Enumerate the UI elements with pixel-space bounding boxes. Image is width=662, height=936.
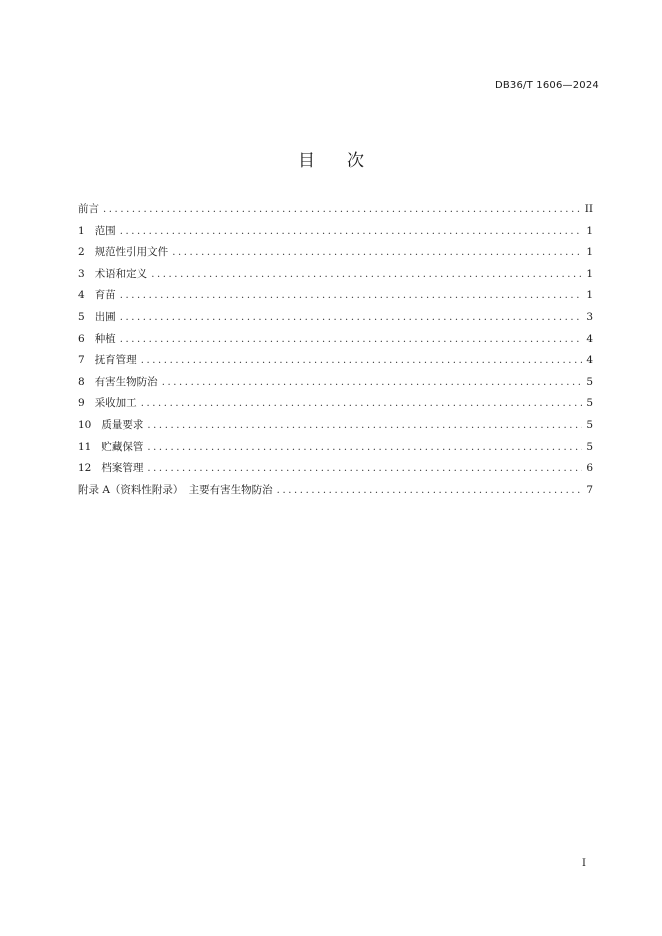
toc-entry-page: 1 (586, 267, 593, 280)
toc-entry-page: 4 (586, 332, 593, 345)
toc-dot-leader (172, 242, 582, 264)
toc-entry-label: 种植 (94, 332, 116, 345)
toc-entry-page: 6 (586, 462, 593, 475)
toc-entry-page: 4 (586, 354, 593, 367)
toc-entry-9[interactable] (78, 393, 593, 415)
toc-dot-leader (151, 264, 582, 286)
toc-entry-label: 术语和定义 (94, 267, 148, 280)
toc-dot-leader (147, 415, 582, 437)
toc-entry-page: 3 (586, 310, 593, 323)
toc-entry-label: 贮藏保管 (101, 440, 144, 453)
toc-entry-label: 规范性引用文件 (94, 246, 169, 259)
toc-entry-1[interactable] (78, 221, 593, 243)
toc-entry-page: 7 (586, 483, 593, 496)
toc-entry-page: 5 (586, 440, 593, 453)
toc-entry-label: 采收加工 (94, 397, 137, 410)
toc-entry-number: 5 (78, 310, 85, 323)
toc-entry-10[interactable] (78, 415, 593, 437)
table-of-contents (78, 199, 593, 501)
toc-entry-6[interactable] (78, 329, 593, 351)
toc-entry-number: 2 (78, 246, 85, 259)
toc-entry-number: 10 (78, 418, 92, 431)
toc-entry-label: 抚育管理 (94, 354, 137, 367)
toc-entry-label: 质量要求 (101, 418, 144, 431)
toc-entry-5[interactable] (78, 307, 593, 329)
toc-entry-page: II (584, 203, 593, 215)
toc-entry-2[interactable] (78, 242, 593, 264)
toc-dot-leader (120, 221, 583, 243)
toc-entry-number: 7 (78, 354, 85, 367)
toc-dot-leader (120, 329, 583, 351)
toc-entry-number: 12 (78, 462, 92, 475)
toc-dot-leader (162, 372, 583, 394)
toc-entry-4[interactable] (78, 285, 593, 307)
toc-entry-foreword[interactable] (78, 199, 593, 221)
toc-entry-7[interactable] (78, 350, 593, 372)
toc-entry-appendix-a[interactable] (78, 480, 593, 502)
toc-entry-number: 3 (78, 267, 85, 280)
toc-entry-label: 出圃 (94, 310, 116, 323)
toc-entry-number: 8 (78, 375, 85, 388)
toc-dot-leader (277, 480, 583, 502)
toc-entry-number: 9 (78, 397, 85, 410)
toc-entry-11[interactable] (78, 437, 593, 459)
toc-entry-page: 5 (586, 418, 593, 431)
page-title: 目次 (298, 151, 396, 171)
toc-dot-leader (103, 199, 581, 221)
toc-entry-page: 1 (586, 224, 593, 237)
toc-dot-leader (141, 350, 583, 372)
toc-entry-number: 1 (78, 224, 85, 237)
toc-entry-label: 范围 (94, 224, 116, 237)
toc-entry-label: 档案管理 (101, 462, 144, 475)
toc-entry-number: 6 (78, 332, 85, 345)
toc-entry-number: 4 (78, 289, 85, 302)
toc-entry-label: 前言 (78, 203, 99, 215)
toc-entry-8[interactable] (78, 372, 593, 394)
toc-entry-3[interactable] (78, 264, 593, 286)
toc-entry-number: 11 (78, 440, 92, 453)
toc-entry-page: 5 (586, 397, 593, 410)
toc-entry-page: 5 (586, 375, 593, 388)
toc-dot-leader (120, 285, 583, 307)
toc-entry-label: 育苗 (94, 289, 116, 302)
toc-entry-label: 附录 A（资料性附录） 主要有害生物防治 (78, 483, 273, 496)
toc-entry-12[interactable] (78, 458, 593, 480)
toc-dot-leader (141, 393, 583, 415)
document-code: DB36/T 1606—2024 (494, 80, 599, 91)
toc-entry-page: 1 (586, 289, 593, 302)
toc-dot-leader (147, 458, 582, 480)
toc-dot-leader (120, 307, 583, 329)
page-number: I (582, 858, 586, 869)
toc-entry-label: 有害生物防治 (94, 375, 158, 388)
toc-dot-leader (147, 437, 582, 459)
toc-entry-page: 1 (586, 246, 593, 259)
